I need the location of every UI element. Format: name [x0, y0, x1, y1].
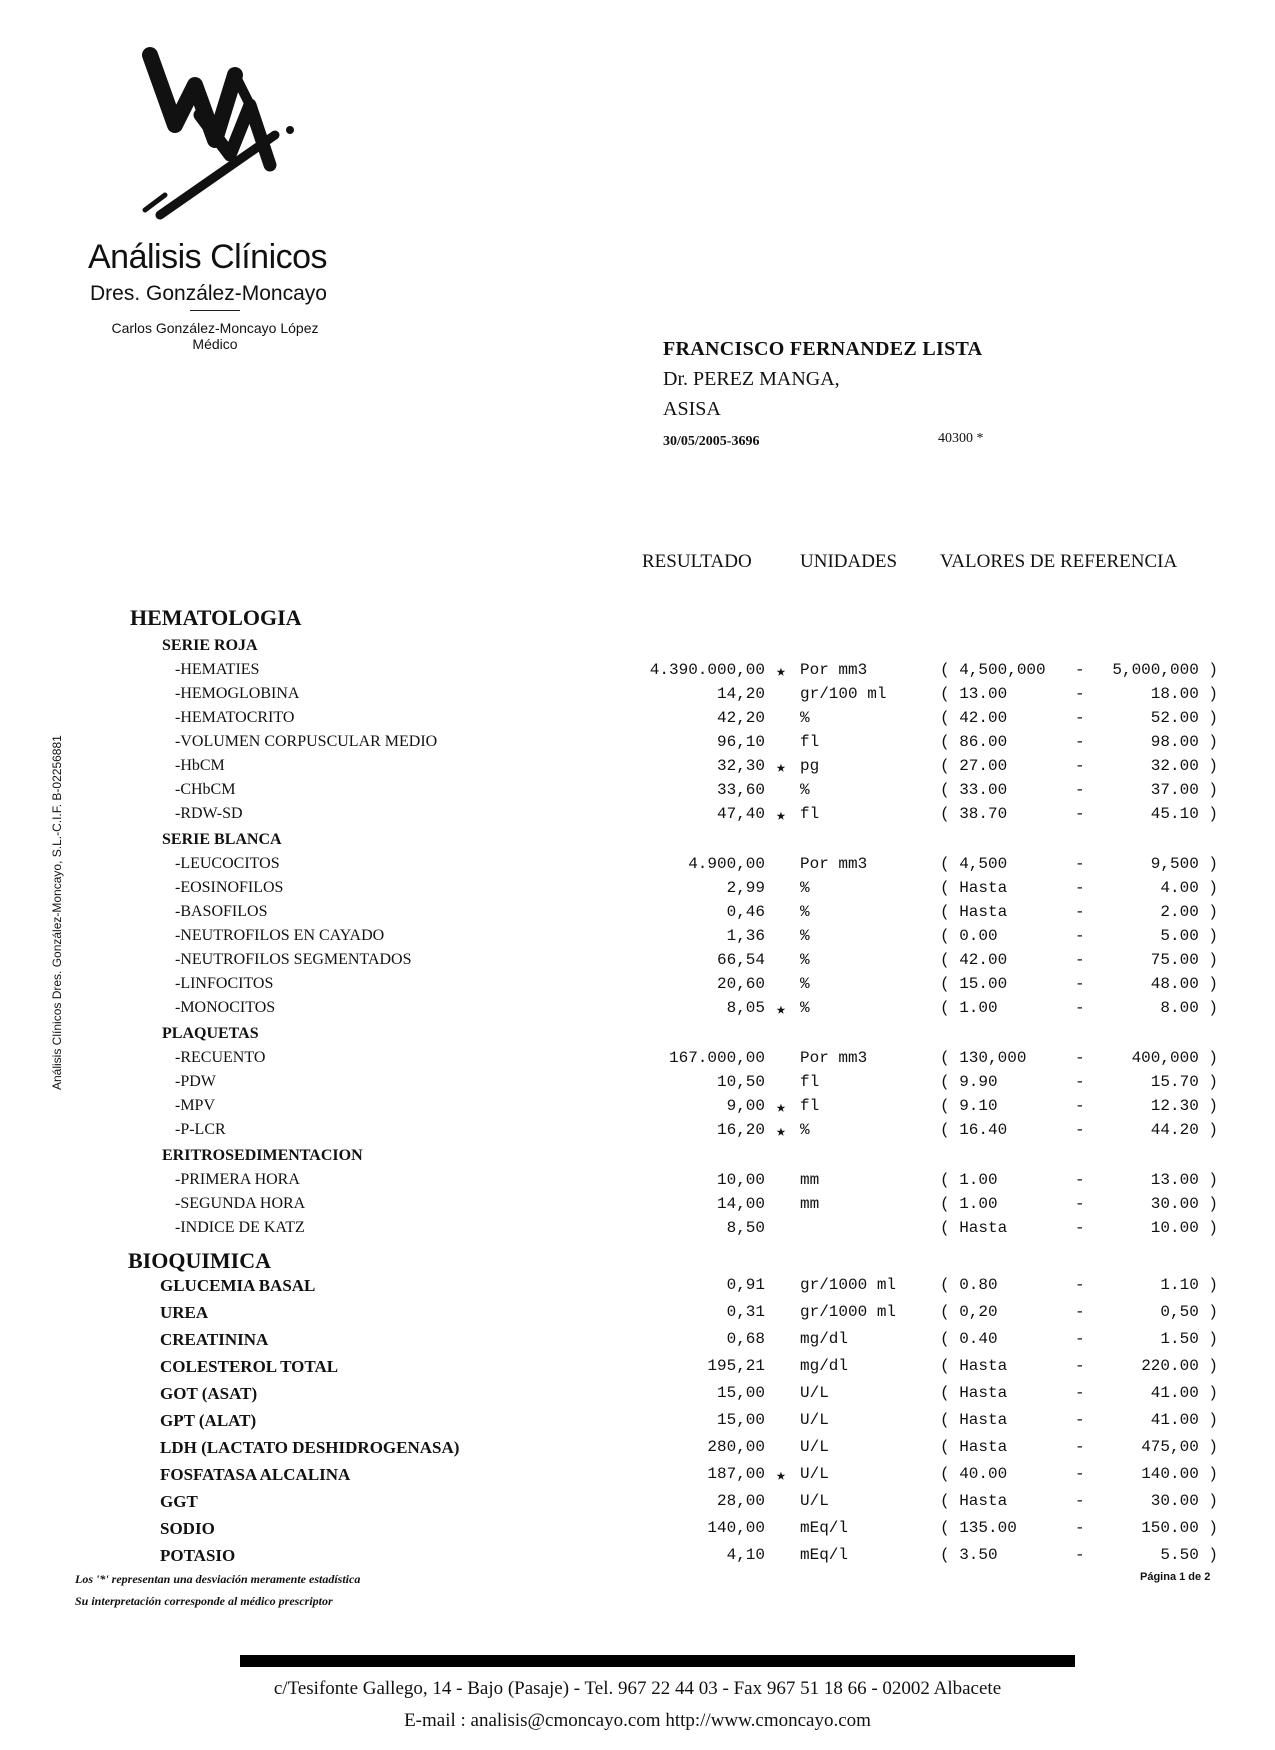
result-value: 167.000,00: [668, 1049, 765, 1067]
result-value: 0,31: [726, 1303, 765, 1321]
reference-high: 0,50 ): [1160, 1303, 1218, 1321]
reference-low: ( Hasta: [940, 1411, 1008, 1429]
result-value: 42,20: [716, 709, 765, 727]
reference-low: ( 16.40: [940, 1121, 1008, 1139]
brand-subtitle: Dres. González-Moncayo: [90, 282, 327, 305]
reference-high: 37.00 ): [1150, 781, 1218, 799]
result-value: 0,91: [726, 1276, 765, 1294]
row-label: -RECUENTO: [175, 1049, 266, 1066]
reference-low: ( 1.00: [940, 999, 998, 1017]
deviation-flag-icon: ★: [776, 1123, 786, 1141]
unit-value: mg/dl: [800, 1330, 849, 1348]
reference-low: ( 33.00: [940, 781, 1008, 799]
reference-high: 1.10 ): [1160, 1276, 1218, 1294]
report-reference: 30/05/2005-3696: [663, 434, 760, 449]
unit-value: gr/1000 ml: [800, 1303, 897, 1321]
unit-value: gr/100 ml: [800, 685, 887, 703]
row-label: -BASOFILOS: [175, 903, 268, 920]
reference-high: 2.00 ): [1160, 903, 1218, 921]
column-valores: VALORES DE REFERENCIA: [940, 551, 1178, 572]
subsection-plaquetas: PLAQUETAS: [162, 1025, 259, 1042]
reference-high: 150.00 ): [1141, 1519, 1218, 1537]
reference-low: ( 3.50: [940, 1546, 998, 1564]
unit-value: U/L: [800, 1492, 829, 1510]
reference-high: 12.30 ): [1150, 1097, 1218, 1115]
unit-value: %: [800, 951, 810, 969]
row-label: POTASIO: [160, 1546, 236, 1565]
result-value: 4.900,00: [688, 855, 765, 873]
unit-value: U/L: [800, 1465, 829, 1483]
reference-high: 30.00 ): [1150, 1195, 1218, 1213]
result-value: 0,68: [726, 1330, 765, 1348]
result-value: 8,05: [726, 999, 765, 1017]
row-label: -EOSINOFILOS: [175, 879, 284, 896]
result-value: 20,60: [716, 975, 765, 993]
row-label: -NEUTROFILOS EN CAYADO: [175, 927, 385, 944]
unit-value: fl: [800, 805, 820, 823]
footer-address: c/Tesifonte Gallego, 14 - Bajo (Pasaje) - Tel. 967 22 44 03 - Fax 967 51 18 66 - 02002 Albacete: [273, 1678, 1002, 1699]
unit-value: fl: [800, 1073, 820, 1091]
reference-dash: -: [1075, 757, 1085, 775]
patient-block: [663, 334, 1063, 464]
row-label: GGT: [160, 1492, 198, 1511]
reference-low: ( 4,500: [940, 855, 1008, 873]
reference-low: ( 0.00: [940, 927, 998, 945]
result-value: 28,00: [716, 1492, 765, 1510]
reference-dash: -: [1075, 685, 1085, 703]
result-value: 15,00: [716, 1384, 765, 1402]
reference-dash: -: [1075, 855, 1085, 873]
reference-high: 5.50 ): [1160, 1546, 1218, 1564]
unit-value: Por mm3: [800, 855, 868, 873]
reference-dash: -: [1075, 1411, 1085, 1429]
reference-dash: -: [1075, 1195, 1085, 1213]
reference-dash: -: [1075, 975, 1085, 993]
referring-doctor: Dr. PEREZ MANGA,: [663, 368, 840, 390]
row-label: GPT (ALAT): [160, 1411, 257, 1430]
footer-bar: [240, 1655, 1075, 1667]
result-value: 2,99: [726, 879, 765, 897]
unit-value: Por mm3: [800, 661, 868, 679]
reference-high: 140.00 ): [1141, 1465, 1218, 1483]
reference-low: ( 4,500,000: [940, 661, 1046, 679]
result-value: 10,00: [716, 1171, 765, 1189]
reference-high: 18.00 ): [1150, 685, 1218, 703]
row-label: -SEGUNDA HORA: [175, 1195, 306, 1212]
reference-dash: -: [1075, 951, 1085, 969]
unit-value: %: [800, 781, 810, 799]
row-label: -RDW-SD: [175, 805, 243, 822]
reference-low: ( Hasta: [940, 1384, 1008, 1402]
reference-high: 41.00 ): [1150, 1411, 1218, 1429]
reference-high: 5.00 ): [1160, 927, 1218, 945]
reference-high: 13.00 ): [1150, 1171, 1218, 1189]
reference-low: ( 38.70: [940, 805, 1008, 823]
reference-dash: -: [1075, 999, 1085, 1017]
reference-low: ( 9.90: [940, 1073, 998, 1091]
row-label: -HbCM: [175, 757, 225, 774]
reference-low: ( 42.00: [940, 951, 1008, 969]
reference-dash: -: [1075, 1276, 1085, 1294]
reference-high: 4.00 ): [1160, 879, 1218, 897]
unit-value: U/L: [800, 1411, 829, 1429]
row-label: -HEMOGLOBINA: [175, 685, 300, 702]
reference-low: ( Hasta: [940, 1438, 1008, 1456]
reference-high: 475,00 ): [1141, 1438, 1218, 1456]
column-unidades: UNIDADES: [800, 551, 898, 572]
deviation-flag-icon: ★: [776, 1001, 786, 1019]
reference-high: 220.00 ): [1141, 1357, 1218, 1375]
result-value: 4.390.000,00: [649, 661, 765, 679]
result-value: 14,00: [716, 1195, 765, 1213]
result-value: 32,30: [716, 757, 765, 775]
reference-dash: -: [1075, 1171, 1085, 1189]
result-value: 195,21: [707, 1357, 765, 1375]
reference-low: ( 130,000: [940, 1049, 1027, 1067]
reference-low: ( 42.00: [940, 709, 1008, 727]
result-value: 47,40: [716, 805, 765, 823]
reference-low: ( 15.00: [940, 975, 1008, 993]
reference-dash: -: [1075, 879, 1085, 897]
reference-high: 41.00 ): [1150, 1384, 1218, 1402]
reference-dash: -: [1075, 1465, 1085, 1483]
section-bioquimica: BIOQUIMICA: [128, 1248, 272, 1273]
reference-high: 5,000,000 ): [1112, 661, 1218, 679]
section-hematologia: HEMATOLOGIA: [130, 605, 302, 630]
unit-value: mEq/l: [800, 1546, 849, 1564]
reference-high: 10.00 ): [1150, 1219, 1218, 1237]
row-label: FOSFATASA ALCALINA: [160, 1465, 351, 1484]
row-label: CREATININA: [160, 1330, 269, 1349]
subsection-serie-roja: SERIE ROJA: [162, 637, 258, 654]
reference-dash: -: [1075, 733, 1085, 751]
unit-value: %: [800, 927, 810, 945]
reference-dash: -: [1075, 1097, 1085, 1115]
reference-high: 32.00 ): [1150, 757, 1218, 775]
reference-low: ( 135.00: [940, 1519, 1017, 1537]
reference-low: ( Hasta: [940, 1219, 1008, 1237]
unit-value: %: [800, 709, 810, 727]
row-label: -PRIMERA HORA: [175, 1171, 300, 1188]
reference-low: ( 0.40: [940, 1330, 998, 1348]
reference-dash: -: [1075, 1519, 1085, 1537]
doctor-name: Carlos González-Moncayo López: [111, 320, 319, 336]
reference-low: ( 0.80: [940, 1276, 998, 1294]
reference-high: 9,500 ): [1150, 855, 1218, 873]
reference-dash: -: [1075, 1049, 1085, 1067]
result-value: 187,00: [707, 1465, 765, 1483]
subsection-eritrosedimentacion: ERITROSEDIMENTACION: [162, 1147, 363, 1164]
deviation-flag-icon: ★: [776, 759, 786, 777]
row-label: -CHbCM: [175, 781, 236, 798]
handwritten-logo-icon: [140, 45, 310, 225]
reference-low: ( 1.00: [940, 1171, 998, 1189]
unit-value: U/L: [800, 1384, 829, 1402]
doctor-role: Médico: [192, 336, 238, 352]
unit-value: fl: [800, 733, 820, 751]
result-value: 4,10: [726, 1546, 765, 1564]
deviation-flag-icon: ★: [776, 1467, 786, 1485]
reference-dash: -: [1075, 1073, 1085, 1091]
result-value: 0,46: [726, 903, 765, 921]
reference-low: ( Hasta: [940, 903, 1008, 921]
reference-high: 48.00 ): [1150, 975, 1218, 993]
reference-high: 30.00 ): [1150, 1492, 1218, 1510]
footnote-asterisk: Los '*' representan una desviación meramente estadística: [75, 1572, 361, 1586]
reference-low: ( 9.10: [940, 1097, 998, 1115]
reference-high: 75.00 ): [1150, 951, 1218, 969]
unit-value: %: [800, 1121, 810, 1139]
reference-low: ( 1.00: [940, 1195, 998, 1213]
row-label: -INDICE DE KATZ: [175, 1219, 305, 1236]
result-value: 280,00: [707, 1438, 765, 1456]
result-value: 96,10: [716, 733, 765, 751]
reference-dash: -: [1075, 781, 1085, 799]
reference-high: 8.00 ): [1160, 999, 1218, 1017]
insurer: ASISA: [663, 398, 721, 420]
unit-value: U/L: [800, 1438, 829, 1456]
deviation-flag-icon: ★: [776, 663, 786, 681]
result-value: 10,50: [716, 1073, 765, 1091]
row-label: -HEMATOCRITO: [175, 709, 295, 726]
result-value: 1,36: [726, 927, 765, 945]
reference-high: 400,000 ): [1131, 1049, 1218, 1067]
brand-divider: [190, 310, 240, 311]
result-value: 15,00: [716, 1411, 765, 1429]
deviation-flag-icon: ★: [776, 1099, 786, 1117]
row-label: SODIO: [160, 1519, 215, 1538]
reference-dash: -: [1075, 1384, 1085, 1402]
row-label: -MPV: [175, 1097, 216, 1114]
reference-high: 98.00 ): [1150, 733, 1218, 751]
row-label: UREA: [160, 1303, 209, 1322]
result-value: 140,00: [707, 1519, 765, 1537]
result-value: 8,50: [726, 1219, 765, 1237]
reference-dash: -: [1075, 927, 1085, 945]
reference-dash: -: [1075, 1121, 1085, 1139]
reference-high: 45.10 ): [1150, 805, 1218, 823]
column-resultado: RESULTADO: [642, 551, 752, 572]
reference-dash: -: [1075, 1438, 1085, 1456]
row-label: LDH (LACTATO DESHIDROGENASA): [160, 1438, 460, 1457]
unit-value: fl: [800, 1097, 820, 1115]
reference-dash: -: [1075, 805, 1085, 823]
row-label: -HEMATIES: [175, 661, 260, 678]
reference-dash: -: [1075, 903, 1085, 921]
unit-value: Por mm3: [800, 1049, 868, 1067]
reference-high: 44.20 ): [1150, 1121, 1218, 1139]
deviation-flag-icon: ★: [776, 807, 786, 825]
reference-low: ( 27.00: [940, 757, 1008, 775]
report-code: 40300 *: [938, 431, 984, 446]
unit-value: mm: [800, 1171, 820, 1189]
result-value: 14,20: [716, 685, 765, 703]
result-value: 16,20: [716, 1121, 765, 1139]
unit-value: gr/1000 ml: [800, 1276, 897, 1294]
reference-dash: -: [1075, 1357, 1085, 1375]
footer-contact: E-mail : analisis@cmoncayo.com http://www.cmoncayo.com: [404, 1710, 871, 1731]
reference-high: 52.00 ): [1150, 709, 1218, 727]
result-value: 9,00: [726, 1097, 765, 1115]
reference-low: ( 40.00: [940, 1465, 1008, 1483]
row-label: -VOLUMEN CORPUSCULAR MEDIO: [175, 733, 438, 750]
unit-value: %: [800, 903, 810, 921]
row-label: -LINFOCITOS: [175, 975, 274, 992]
unit-value: %: [800, 999, 810, 1017]
reference-dash: -: [1075, 709, 1085, 727]
unit-value: mg/dl: [800, 1357, 849, 1375]
reference-dash: -: [1075, 1492, 1085, 1510]
patient-name: FRANCISCO FERNANDEZ LISTA: [663, 338, 983, 360]
reference-dash: -: [1075, 1330, 1085, 1348]
reference-low: ( Hasta: [940, 1492, 1008, 1510]
subsection-serie-blanca: SERIE BLANCA: [162, 831, 282, 848]
row-label: -MONOCITOS: [175, 999, 276, 1016]
footnote-interpretation: Su interpretación corresponde al médico prescriptor: [75, 1594, 333, 1608]
unit-value: mEq/l: [800, 1519, 849, 1537]
row-label: GOT (ASAT): [160, 1384, 258, 1403]
unit-value: pg: [800, 757, 820, 775]
unit-value: mm: [800, 1195, 820, 1213]
reference-high: 15.70 ): [1150, 1073, 1218, 1091]
row-label: COLESTEROL TOTAL: [160, 1357, 339, 1376]
result-value: 33,60: [716, 781, 765, 799]
reference-high: 1.50 ): [1160, 1330, 1218, 1348]
row-label: -LEUCOCITOS: [175, 855, 280, 872]
row-label: -PDW: [175, 1073, 216, 1090]
reference-low: ( 86.00: [940, 733, 1008, 751]
unit-value: %: [800, 975, 810, 993]
reference-low: ( Hasta: [940, 1357, 1008, 1375]
reference-dash: -: [1075, 1219, 1085, 1237]
page-number: Página 1 de 2: [1140, 1571, 1211, 1583]
reference-low: ( 0,20: [940, 1303, 998, 1321]
result-value: 66,54: [716, 951, 765, 969]
doctor-block: [90, 320, 340, 352]
reference-low: ( Hasta: [940, 879, 1008, 897]
row-label: -NEUTROFILOS SEGMENTADOS: [175, 951, 412, 968]
unit-value: %: [800, 879, 810, 897]
vertical-company-text: Análisis Clínicos Dres. González-Moncayo, S.L.-C.I.F. B-02256881: [50, 735, 64, 1090]
reference-dash: -: [1075, 1546, 1085, 1564]
reference-dash: -: [1075, 661, 1085, 679]
row-label: GLUCEMIA BASAL: [160, 1276, 316, 1295]
reference-dash: -: [1075, 1303, 1085, 1321]
reference-low: ( 13.00: [940, 685, 1008, 703]
row-label: -P-LCR: [175, 1121, 226, 1138]
brand-title: Análisis Clínicos: [88, 238, 328, 276]
